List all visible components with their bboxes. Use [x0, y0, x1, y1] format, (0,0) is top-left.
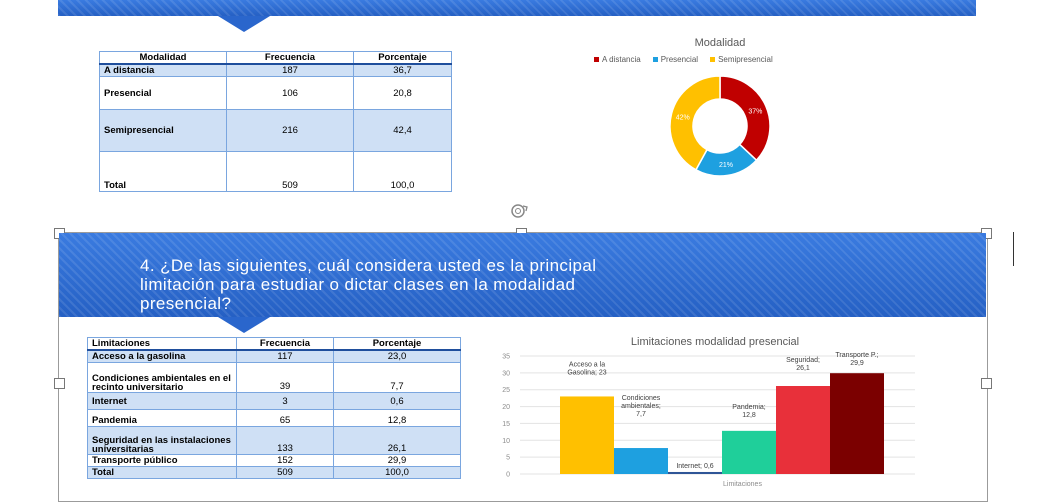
y-tick-label: 5 [506, 454, 510, 462]
table-cell: Semipresencial [100, 110, 227, 152]
x-axis-label: Limitaciones [723, 481, 762, 488]
table-cell: 12,8 [334, 410, 461, 427]
table-cell: Condiciones ambientales en el recinto universitario [88, 363, 237, 393]
table-cell: 509 [237, 467, 334, 479]
legend-label: Presencial [660, 55, 699, 64]
table-cell: Acceso a la gasolina [88, 350, 237, 363]
table-cell: 117 [237, 350, 334, 363]
donut-chart-title: Modalidad [694, 37, 746, 49]
table-row [88, 363, 461, 393]
bar [722, 431, 776, 474]
bar [776, 386, 830, 474]
donut-data-label: 42% [675, 114, 690, 122]
y-tick-label: 0 [506, 471, 510, 479]
donut-slice [720, 76, 770, 160]
slide1-header-banner [58, 0, 976, 16]
bar-data-label: Acceso a la [568, 361, 606, 369]
legend-item [594, 55, 641, 64]
table-row [88, 427, 461, 455]
table-cell: 36,7 [354, 64, 452, 77]
table-cell: Presencial [100, 77, 227, 110]
y-tick-label: 15 [502, 420, 510, 428]
table-cell: Pandemia [88, 410, 237, 427]
bar-data-label: 29,9 [850, 360, 864, 368]
table-header: Frecuencia [237, 338, 334, 351]
legend-label: Semipresencial [718, 55, 773, 64]
question-title [140, 256, 596, 313]
table-cell: 133 [237, 427, 334, 455]
donut-data-label: 37% [748, 108, 763, 116]
table-cell: Total [100, 152, 227, 192]
table-cell: 23,0 [334, 350, 461, 363]
slide2-banner-notch [218, 317, 270, 333]
bar [614, 448, 668, 474]
bar-data-label: 7,7 [636, 411, 646, 419]
table-cell: 26,1 [334, 427, 461, 455]
table-cell: 39 [237, 363, 334, 393]
donut-chart [628, 70, 818, 182]
table-cell: 0,6 [334, 393, 461, 410]
y-tick-label: 35 [502, 353, 510, 361]
table-row [88, 393, 461, 410]
question-line: 4. ¿De las siguientes, cuál considera usted es la principal [140, 256, 597, 275]
table-cell: Total [88, 467, 237, 479]
table-row [88, 467, 461, 479]
table-row [100, 64, 452, 77]
legend-label: A distancia [602, 55, 641, 64]
table-cell: 20,8 [354, 77, 452, 110]
question-line: limitación para estudiar o dictar clases en la modalidad [140, 275, 576, 294]
table-cell: 7,7 [334, 363, 461, 393]
table-row [100, 77, 452, 110]
y-tick-label: 20 [502, 404, 510, 412]
bar-chart-title: Limitaciones modalidad presencial [630, 336, 800, 348]
bar-data-label: Seguridad; [786, 357, 820, 365]
donut-data-label: 21% [719, 162, 734, 170]
resize-handle[interactable] [981, 378, 992, 389]
legend-item [653, 55, 698, 64]
bar [560, 396, 614, 474]
bar-data-label: 26,1 [796, 365, 810, 373]
table-cell: Seguridad en las instalaciones universitarias [88, 427, 237, 455]
bar-data-label: Pandemia; [732, 403, 766, 411]
legend-swatch [710, 57, 715, 62]
table-cell: 29,9 [334, 455, 461, 467]
table-cell: 509 [227, 152, 354, 192]
table-cell: 3 [237, 393, 334, 410]
bar-data-label: Internet; 0,6 [676, 463, 714, 470]
table-cell: Transporte público [88, 455, 237, 467]
bar-data-label: Gasolina; 23 [567, 369, 607, 377]
donut-legend [594, 55, 773, 64]
table-header-row [88, 338, 461, 351]
bar-chart [490, 348, 930, 490]
limitaciones-table [87, 337, 461, 479]
bar [830, 373, 884, 474]
table-header: Limitaciones [88, 338, 237, 351]
table-cell: 42,4 [354, 110, 452, 152]
table-cell: A distancia [100, 64, 227, 77]
question-line: presencial? [140, 294, 232, 313]
rotate-handle-icon[interactable] [508, 202, 530, 220]
table-row [88, 455, 461, 467]
resize-handle[interactable] [54, 378, 65, 389]
modalidad-table [99, 51, 452, 192]
legend-swatch [653, 57, 658, 62]
bar-data-label: Condiciones [621, 395, 661, 403]
table-row [88, 350, 461, 363]
bar-data-label: ambientales; [621, 403, 661, 411]
table-header: Frecuencia [227, 52, 354, 65]
table-row [100, 110, 452, 152]
bar-data-label: Transporte P.; [835, 352, 879, 360]
table-cell: 152 [237, 455, 334, 467]
table-cell: 187 [227, 64, 354, 77]
table-cell: 65 [237, 410, 334, 427]
table-row [88, 410, 461, 427]
slide1-banner-notch [218, 16, 270, 32]
table-cell: 100,0 [354, 152, 452, 192]
table-header-row [100, 52, 452, 65]
y-tick-label: 30 [502, 370, 510, 378]
y-tick-label: 25 [502, 387, 510, 395]
table-header: Modalidad [100, 52, 227, 65]
table-row [100, 152, 452, 192]
table-cell: 106 [227, 77, 354, 110]
table-header: Porcentaje [354, 52, 452, 65]
bar [668, 472, 722, 474]
legend-swatch [594, 57, 599, 62]
y-tick-label: 10 [502, 437, 510, 445]
text-cursor [1013, 232, 1014, 266]
bar-data-label: 12,8 [742, 411, 756, 419]
legend-item [710, 55, 773, 64]
table-header: Porcentaje [334, 338, 461, 351]
table-cell: 216 [227, 110, 354, 152]
table-cell: 100,0 [334, 467, 461, 479]
table-cell: Internet [88, 393, 237, 410]
